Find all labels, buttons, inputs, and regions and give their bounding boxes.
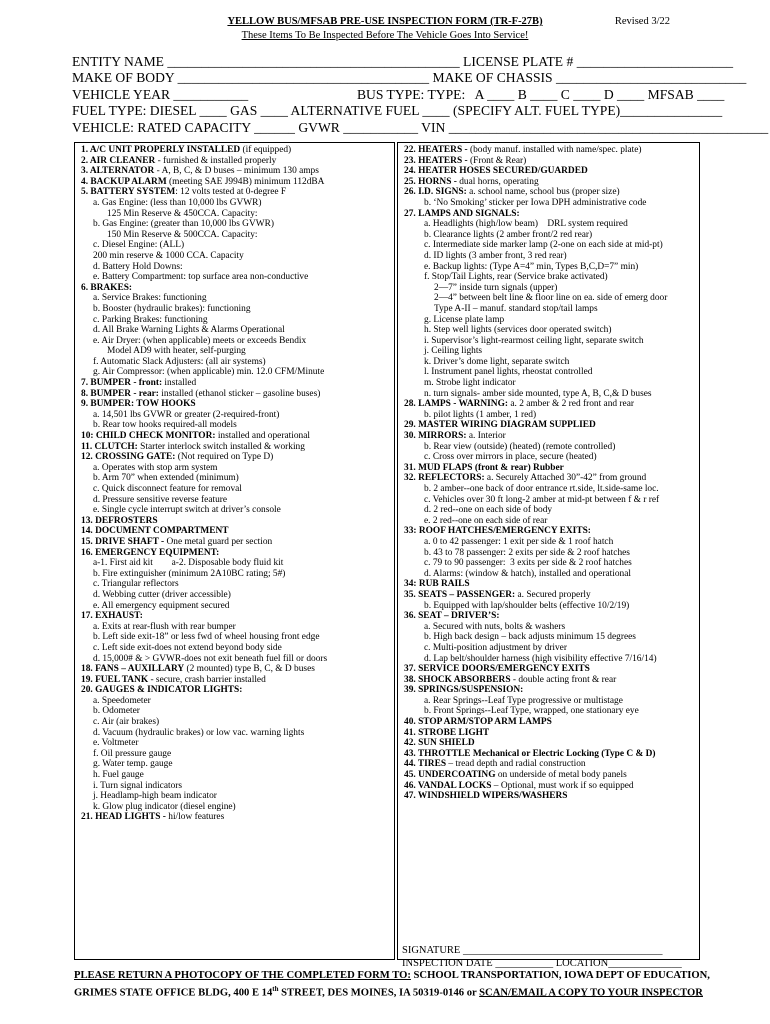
right-checklist-item [404,187,699,198]
item-text: j. Headlamp-high beam indicator [93,791,217,802]
item-text: 125 Min Reserve & 450CCA. Capacity: [107,208,258,219]
left-checklist-item [81,240,394,251]
item-text: d. Lap belt/shoulder harness (high visibility effective 7/16/14) [424,653,657,664]
item-heading: 19. FUEL TANK [81,674,149,685]
item-text: h. Step well lights (services door operated switch) [424,325,612,336]
right-checklist-item [404,611,699,622]
item-heading: 17. EXHAUST: [81,611,143,622]
item-text: k. Glow plug indicator (diesel engine) [93,801,236,812]
item-text: n. turn signals- amber side mounted, type A, B, C,& D buses [424,388,652,399]
item-text: e. Single cycle interrupt switch at driver’s console [93,505,281,516]
item-text: c. Vehicles over 30 ft long-2 amber at mid-pt between f & r ref [424,494,660,505]
item-heading: 27. LAMPS AND SIGNALS: [404,208,520,219]
item-heading: 44. TIRES [404,759,447,770]
right-checklist-item [404,198,699,209]
return-address-3: STREET, DES MOINES, IA 50319-0146 or [278,987,480,999]
item-text: c. Left side exit-does not extend beyond body side [93,642,282,653]
item-heading: 3. ALTERNATOR [81,166,155,177]
item-heading: 5. BATTERY SYSTEM [81,187,176,198]
left-checklist-item [81,802,394,813]
item-text: One metal guard per section [164,536,273,547]
left-checklist-item [81,251,394,262]
item-text: - A, B, C, & D buses – minimum 130 amps [154,166,319,177]
right-checklist-item [404,367,699,378]
item-heading: 11. CLUTCH: [81,441,138,452]
checklist-right-column [397,142,700,960]
left-checklist-item [81,367,394,378]
item-text: f. Stop/Tail Lights, rear (Service brake activated) [424,272,608,283]
item-heading: 26. I.D. SIGNS: [404,187,467,198]
make-of-body-field[interactable]: MAKE OF BODY _____________________________________ MAKE OF CHASSIS ____________________________ [72,70,747,86]
item-text: d. All Brake Warning Lights & Alarms Operational [93,325,285,336]
left-checklist-item [81,431,394,442]
item-heading: 47. WINDSHIELD WIPERS/WASHERS [404,791,568,802]
item-heading: 14. DOCUMENT COMPARTMENT [81,526,229,537]
item-text: a. 2 amber & 2 red front and rear [508,399,634,410]
item-text: 150 Min Reserve & 500CCA. Capacity: [107,229,258,240]
item-text: d. ID lights (3 amber front, 3 red rear) [424,250,567,261]
item-text: d. Vacuum (hydraulic brakes) or low vac. warning lights [93,727,305,738]
item-text: a-1. First aid kit a-2. Disposable body fluid kit [93,558,284,569]
item-text: b. Left side exit-18” or less fwd of wheel housing front edge [93,632,320,643]
item-text: d. 2 red--one on each side of body [424,505,553,516]
item-text: e. All emergency equipment secured [93,600,230,611]
left-checklist-item [81,473,394,484]
right-checklist-item [404,579,699,590]
item-text: g. License plate lamp [424,314,505,325]
item-text: a. Secured with nuts, bolts & washers [424,621,566,632]
item-text: g. Water temp. gauge [93,759,173,770]
item-text: a. Interior [466,431,506,442]
left-checklist-item [81,325,394,336]
item-text: (Front & Rear) [467,155,527,166]
left-checklist-item [81,336,394,347]
item-heading: 2. AIR CLEANER [81,155,156,166]
item-text: (meeting SAE J994B) minimum 112dBA [166,176,325,187]
item-text: c. Intermediate side marker lamp (2-one on each side at mid-pt) [424,240,663,251]
item-text: b. Fire extinguisher (minimum 2A10BC rating; 5#) [93,568,286,579]
right-checklist-item [404,145,699,156]
right-checklist-item [404,473,699,484]
right-checklist-item [404,166,699,177]
item-text: m. Strobe light indicator [424,378,516,389]
left-checklist-item [81,230,394,241]
ordinal-suffix: th [272,984,279,993]
item-text: d. 15,000# & > GVWR-does not exit beneath fuel fill or doors [93,653,328,664]
right-checklist-item [404,336,699,347]
item-text: - secure, crash barrier installed [148,674,266,685]
right-checklist-item [404,548,699,559]
item-heading: 12. CROSSING GATE: [81,452,176,463]
left-checklist-item [81,346,394,357]
item-text: b. ‘No Smoking’ sticker per Iowa DPH administrative code [424,197,647,208]
left-checklist-item [81,283,394,294]
right-checklist-item [404,685,699,696]
item-text: b. pilot lights (1 amber, 1 red) [424,409,537,420]
item-text: installed and operational [215,431,310,442]
item-heading: 1. A/C UNIT PROPERLY INSTALLED [81,145,241,155]
item-heading: 42. SUN SHIELD [404,738,475,749]
item-text: a. Rear Springs--Leaf Type progressive or multistage [424,695,623,706]
item-text: a. Speedometer [93,695,151,706]
item-text: e. Air Dryer: (when applicable) meets or exceeds Bendix [93,335,307,346]
left-checklist-item [81,791,394,802]
left-checklist-item [81,389,394,400]
right-checklist-item [404,325,699,336]
right-checklist-item [404,315,699,326]
item-text: e. Voltmeter [93,738,139,749]
right-checklist-item [404,558,699,569]
item-text: – Optional, must work if so equipped [491,780,634,791]
right-checklist-item [404,230,699,241]
item-text: (Not required on Type D) [175,452,274,463]
item-text: - double acting front & rear [510,674,617,685]
right-checklist-item [404,770,699,781]
item-text: 200 min reserve & 1000 CCA. Capacity [93,250,244,261]
signature-block [402,944,682,970]
revision-date: Revised 3/22 [614,16,670,27]
left-checklist-item [81,569,394,580]
item-heading: 9. BUMPER: TOW HOOKS [81,399,196,410]
item-text: g. Air Compressor: (when applicable) min. 12.0 CFM/Minute [93,367,325,378]
item-text: Starter interlock switch installed & working [137,441,305,452]
right-checklist-item [404,643,699,654]
form-subtitle: These Items To Be Inspected Before The Vehicle Goes Into Service! [241,30,529,41]
right-checklist-item [404,346,699,357]
right-checklist-item [404,209,699,220]
item-text: (2 mounted) type B, C, & D buses [184,664,315,675]
return-instruction-lead: PLEASE RETURN A PHOTOCOPY OF THE COMPLETED FORM TO: [74,970,411,981]
item-heading: 22. HEATERS - [404,145,468,155]
item-heading: 39. SPRINGS/SUSPENSION: [404,685,524,696]
item-text: e. Backup lights: (Type A=4” min, Types B,C,D=7” min) [424,261,639,272]
item-heading: 18. FANS – AUXILLARY [81,664,185,675]
item-text: b. High back design – back adjusts minimum 15 degrees [424,632,636,643]
left-checklist-item [81,410,394,421]
item-text: i. Turn signal indicators [93,780,183,791]
right-checklist-item [404,622,699,633]
item-text: f. Oil pressure gauge [93,748,172,759]
right-checklist-item [404,219,699,230]
left-checklist-item [81,664,394,675]
item-heading: 41. STROBE LIGHT [404,727,490,738]
left-checklist-item [81,420,394,431]
return-instructions [74,970,714,1000]
left-checklist-item [81,675,394,686]
signature-line[interactable]: SIGNATURE ______________________________________ [402,945,663,956]
item-text: b. Gas Engine: (greater than 10,000 lbs GVWR) [93,219,274,230]
item-heading: 32. REFLECTORS: [404,473,485,484]
right-checklist-item [404,601,699,612]
left-checklist-item [81,198,394,209]
left-checklist-item [81,654,394,665]
item-text: c. Parking Brakes: functioning [93,314,208,325]
item-text: b. Booster (hydraulic brakes): functioning [93,303,251,314]
left-checklist-item [81,495,394,506]
right-checklist-item [404,654,699,665]
left-checklist-item [81,505,394,516]
left-checklist-item [81,304,394,315]
item-heading: 10: CHILD CHECK MONITOR: [81,431,216,442]
item-text: d. Pressure sensitive reverse feature [93,494,228,505]
left-checklist-item [81,378,394,389]
item-text: c. Cross over mirrors in place, secure (heated) [424,452,597,463]
item-heading: 28. LAMPS - WARNING: [404,399,508,410]
item-text: on underside of metal body panels [495,770,627,781]
right-checklist-item [404,505,699,516]
item-text: c. Multi-position adjustment by driver [424,642,567,653]
right-checklist-item [404,156,699,167]
item-text: Type A-II – manuf. standard stop/tail lamps [434,303,598,314]
vehicle-year-field[interactable]: VEHICLE YEAR ___________ BUS TYPE: TYPE: A ____ B ____ C ____ D ____ MFSAB ____ [72,86,725,102]
capacity-vin-field[interactable]: VEHICLE: RATED CAPACITY ______ GVWR ___________ VIN _______________________________________________ [72,119,769,135]
left-checklist-item [81,579,394,590]
item-text: b. Rear tow hooks required-all models [93,420,237,431]
item-text: hi/low features [165,812,225,823]
item-heading: 45. UNDERCOATING [404,770,496,781]
item-text: b. 43 to 78 passenger: 2 exits per side & 2 roof hatches [424,547,630,558]
left-checklist-item [81,558,394,569]
left-checklist-item [81,177,394,188]
item-text: : 12 volts tested at 0-degree F [175,187,287,198]
left-checklist-item [81,632,394,643]
item-text: installed (ethanol sticker – gasoline buses) [158,388,321,399]
item-heading: 29. MASTER WIRING DIAGRAM SUPPLIED [404,420,596,431]
item-heading: 37. SERVICE DOORS/EMERGENCY EXITS [404,664,590,675]
left-checklist-item [81,357,394,368]
item-text: a. 14,501 lbs GVWR or greater (2-required-front) [93,409,280,420]
item-text: c. Quick disconnect feature for removal [93,484,242,494]
item-heading: 36. SEAT – DRIVER’S: [404,611,500,622]
item-heading: 25. HORNS - [404,176,457,187]
left-checklist-item [81,728,394,739]
item-text: (if equipped) [240,145,292,155]
item-text: dual horns, operating [456,176,539,187]
item-text: 2—7” inside turn signals (upper) [434,282,558,293]
right-checklist-item [404,632,699,643]
right-checklist-item [404,293,699,304]
item-heading: 30. MIRRORS: [404,431,467,442]
item-heading: 34: RUB RAILS [404,579,470,590]
right-checklist-item [404,283,699,294]
item-text: c. Air (air brakes) [93,717,160,728]
left-checklist-item [81,812,394,823]
item-text: a. Headlights (high/low beam) DRL system required [424,219,628,230]
right-checklist-item [404,495,699,506]
item-text: b. Arm 70” when extended (minimum) [93,473,239,484]
right-checklist-item [404,590,699,601]
left-checklist-item [81,685,394,696]
left-checklist-item [81,759,394,770]
item-text: c. 79 to 90 passenger: 3 exits per side & 2 roof hatches [424,558,632,569]
item-text: c. Triangular reflectors [93,579,179,590]
right-checklist-item [404,304,699,315]
right-checklist-item [404,569,699,580]
item-text: d. Battery Hold Downs: [93,261,183,272]
left-checklist-item [81,219,394,230]
right-checklist-item [404,389,699,400]
right-checklist-item [404,728,699,739]
item-text: b. Clearance lights (2 amber front/2 red rear) [424,229,593,240]
left-checklist-item [81,145,394,156]
item-heading: 8. BUMPER - rear: [81,388,159,399]
item-text: a. school name, school bus (proper size) [466,187,620,198]
item-text: e. 2 red--one on each side of rear [424,515,548,526]
right-checklist-item [404,759,699,770]
item-text: c. Diesel Engine: (ALL) [93,240,185,251]
left-checklist-item [81,187,394,198]
return-address-1: SCHOOL TRANSPORTATION, IOWA DEPT OF EDUCATION, [410,970,710,981]
right-checklist-item [404,262,699,273]
left-checklist-item [81,537,394,548]
item-text: b. Equipped with lap/shoulder belts (effective 10/2/19) [424,600,630,611]
item-text: Model AD9 with heater, self-purging [107,346,246,357]
item-text: l. Instrument panel lights, rheostat controlled [424,367,593,378]
item-text: k. Driver’s dome light, separate switch [424,356,570,367]
item-heading: 40. STOP ARM/STOP ARM LAMPS [404,717,552,728]
left-checklist-item [81,749,394,760]
right-checklist-item [404,442,699,453]
right-checklist-item [404,717,699,728]
left-checklist-item [81,262,394,273]
right-checklist-item [404,484,699,495]
item-text: a. Operates with stop arm system [93,462,218,473]
checklist-left-column [74,142,395,960]
right-checklist-item [404,251,699,262]
left-checklist-item [81,484,394,495]
item-heading: 15. DRIVE SHAFT - [81,536,165,547]
left-checklist-item [81,706,394,717]
item-text: a. Securely Attached 30”-42” from ground [484,473,647,484]
left-checklist-item [81,781,394,792]
item-text: a. Service Brakes: functioning [93,293,207,304]
item-text: j. Ceiling lights [424,346,483,357]
item-heading: 16. EMERGENCY EQUIPMENT: [81,547,220,558]
left-checklist-item [81,156,394,167]
right-checklist-item [404,452,699,463]
right-checklist-item [404,410,699,421]
item-heading: 38. SHOCK ABSORBERS [404,674,511,685]
entity-name-field[interactable]: ENTITY NAME ___________________________________________ LICENSE PLATE # _______________________ [72,54,734,69]
right-checklist-item [404,706,699,717]
left-checklist-item [81,770,394,781]
item-text: b. 2 amber--one back of door entrance rt.side, lt.side-same loc. [424,484,659,494]
item-heading: 7. BUMPER - front: [81,378,163,389]
right-checklist-item [404,781,699,792]
left-checklist-item [81,622,394,633]
left-checklist-item [81,590,394,601]
item-text: (body manuf. installed with name/spec. plate) [467,145,642,155]
right-checklist-item [404,516,699,527]
right-checklist-item [404,420,699,431]
left-checklist-item [81,717,394,728]
right-checklist-item [404,537,699,548]
left-checklist-item [81,399,394,410]
left-checklist-item [81,209,394,220]
left-checklist-item [81,166,394,177]
item-text: i. Supervisor’s light-rearmost ceiling light, separate switch [424,335,644,346]
item-heading: 13. DEFROSTERS [81,515,158,526]
left-checklist-item [81,548,394,559]
item-heading: 43. THROTTLE Mechanical or Electric Locking (Type C & D) [404,748,656,759]
right-checklist-item [404,399,699,410]
item-text: e. Battery Compartment: top surface area non-conductive [93,272,309,283]
item-text: b. Rear view (outside) (heated) (remote controlled) [424,441,616,452]
left-checklist-item [81,738,394,749]
fuel-type-field[interactable]: FUEL TYPE: DIESEL ____ GAS ____ ALTERNATIVE FUEL ____ (SPECIFY ALT. FUEL TYPE)_______________ [72,103,723,119]
item-heading: 31. MUD FLAPS (front & rear) Rubber [404,462,564,473]
item-text: a. 0 to 42 passenger: 1 exit per side & 1 roof hatch [424,536,614,547]
item-text: d. Webbing cutter (driver accessible) [93,589,231,600]
right-checklist-item [404,240,699,251]
item-text: d. Alarms: (window & hatch), installed and operational [424,568,631,579]
inspection-date-location-line[interactable]: INSPECTION DATE ___________ LOCATION______________ [402,958,682,969]
item-heading: 4. BACKUP ALARM [81,176,167,187]
right-checklist-item [404,738,699,749]
right-checklist-item [404,272,699,283]
right-checklist-item [404,664,699,675]
left-checklist-item [81,272,394,283]
return-address-2: GRIMES STATE OFFICE BLDG, 400 E 14 [74,987,273,999]
left-checklist-item [81,293,394,304]
left-checklist-item [81,452,394,463]
left-checklist-item [81,601,394,612]
vehicle-info-fields [72,54,769,136]
form-title: YELLOW BUS/MFSAB PRE-USE INSPECTION FORM (TR-F-27B) [227,16,543,27]
item-text: installed [162,378,197,389]
right-checklist-item [404,378,699,389]
item-heading: 20. GAUGES & INDICATOR LIGHTS: [81,685,243,696]
item-heading: 6. BRAKES: [81,282,133,293]
right-checklist-item [404,177,699,188]
item-text: b. Front Springs--Leaf Type, wrapped, one stationary eye [424,706,639,717]
left-checklist-item [81,463,394,474]
item-text: a. Secured properly [515,589,591,600]
item-heading: 24. HEATER HOSES SECURED/GUARDED [404,166,588,177]
right-checklist-item [404,696,699,707]
item-text: - furnished & installed properly [155,155,277,166]
right-checklist-item [404,526,699,537]
item-heading: 23. HEATERS - [404,155,468,166]
item-heading: 35. SEATS – PASSENGER: [404,589,516,600]
right-checklist-item [404,431,699,442]
item-text: a. Exits at rear-flush with rear bumper [93,621,236,632]
item-text: b. Odometer [93,706,140,717]
item-text: a. Gas Engine: (less than 10,000 lbs GVWR) [93,197,262,208]
item-text: – tread depth and radial construction [446,759,586,770]
right-checklist-item [404,675,699,686]
left-checklist-item [81,442,394,453]
item-text: f. Automatic Slack Adjusters: (all air systems) [93,356,266,367]
left-checklist-item [81,315,394,326]
right-checklist-item [404,749,699,760]
item-heading: 33: ROOF HATCHES/EMERGENCY EXITS: [404,526,591,537]
right-checklist-item [404,463,699,474]
item-text: 2—4” between belt line & floor line on ea. side of emerg door [434,293,668,304]
left-checklist-item [81,643,394,654]
left-checklist-item [81,611,394,622]
item-text: h. Fuel gauge [93,770,144,781]
item-heading: 46. VANDAL LOCKS [404,780,492,791]
left-checklist-item [81,696,394,707]
right-checklist-item [404,791,699,802]
left-checklist-item [81,526,394,537]
left-checklist-item [81,516,394,527]
item-heading: 21. HEAD LIGHTS - [81,812,166,823]
scan-email-instruction: SCAN/EMAIL A COPY TO YOUR INSPECTOR [479,987,703,999]
right-checklist-item [404,357,699,368]
